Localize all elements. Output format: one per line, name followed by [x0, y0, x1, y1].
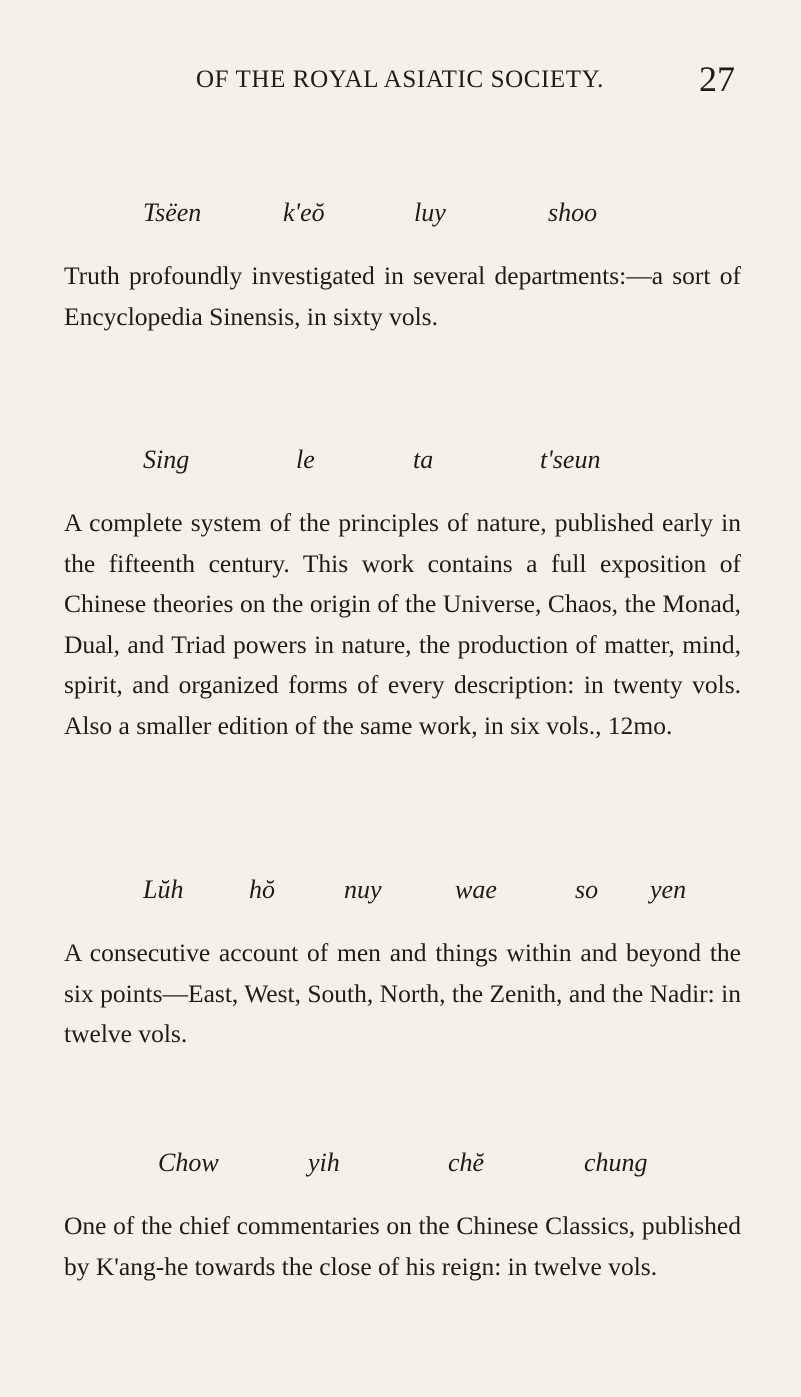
- romanized-word: shoo: [548, 198, 598, 227]
- romanized-word: ta: [413, 445, 434, 474]
- entry-chow-yih-che-chung: [64, 1148, 741, 1287]
- entry-tseen-keo-luy-shoo: [64, 198, 741, 337]
- entry-description: One of the chief commentaries on the Chinese Classics, published by K'ang-he towards the close of his reign: in twelve vols.: [64, 1211, 741, 1281]
- running-head: OF THE ROYAL ASIATIC SOCIETY.: [196, 66, 604, 93]
- page-header: [0, 59, 801, 102]
- entry-description: A complete system of the principles of nature, published early in the fifteenth century. This work contains a full exposition of Chinese theories on the origin of the Universe, Chaos, the Monad, Dual, and Triad powers in nature, the production of matter, mind, spirit, and organized forms of every description: in twenty vols. Also a smaller edition of the same work, in six vols., 12mo.: [64, 508, 741, 740]
- romanized-word: hŏ: [249, 875, 275, 904]
- romanized-word: t'seun: [540, 445, 601, 474]
- entry-description: A consecutive account of men and things within and beyond the six points—East, West, South, North, the Zenith, and the Nadir: in twelve vols.: [64, 938, 741, 1048]
- romanization-line: [64, 198, 741, 238]
- romanized-word: le: [296, 445, 315, 474]
- romanization-line: [64, 875, 741, 915]
- romanized-word: luy: [414, 198, 446, 227]
- romanized-word: k'eŏ: [283, 198, 325, 227]
- entry-sing-le-ta-tseun: [64, 445, 741, 746]
- romanized-word: Sing: [143, 445, 190, 474]
- romanized-word: Lŭh: [143, 875, 184, 904]
- romanized-word: Tsëen: [143, 198, 202, 227]
- romanization-line: [64, 1148, 741, 1188]
- romanization-line: [64, 445, 741, 485]
- romanized-word: chĕ: [448, 1148, 485, 1177]
- entry-description: Truth profoundly investigated in several departments:—a sort of Encyclopedia Sinensis, in sixty vols.: [64, 261, 741, 331]
- romanized-word: wae: [455, 875, 497, 904]
- romanized-word: nuy: [344, 875, 382, 904]
- romanized-word: Chow: [158, 1148, 219, 1177]
- romanized-word: chung: [584, 1148, 648, 1177]
- romanized-word: yih: [308, 1148, 340, 1177]
- romanized-word: so: [575, 875, 599, 904]
- page-number: 27: [699, 59, 735, 99]
- romanized-word: yen: [650, 875, 687, 904]
- entry-luh-ho-nuy-wae-so-yen: [64, 875, 741, 1055]
